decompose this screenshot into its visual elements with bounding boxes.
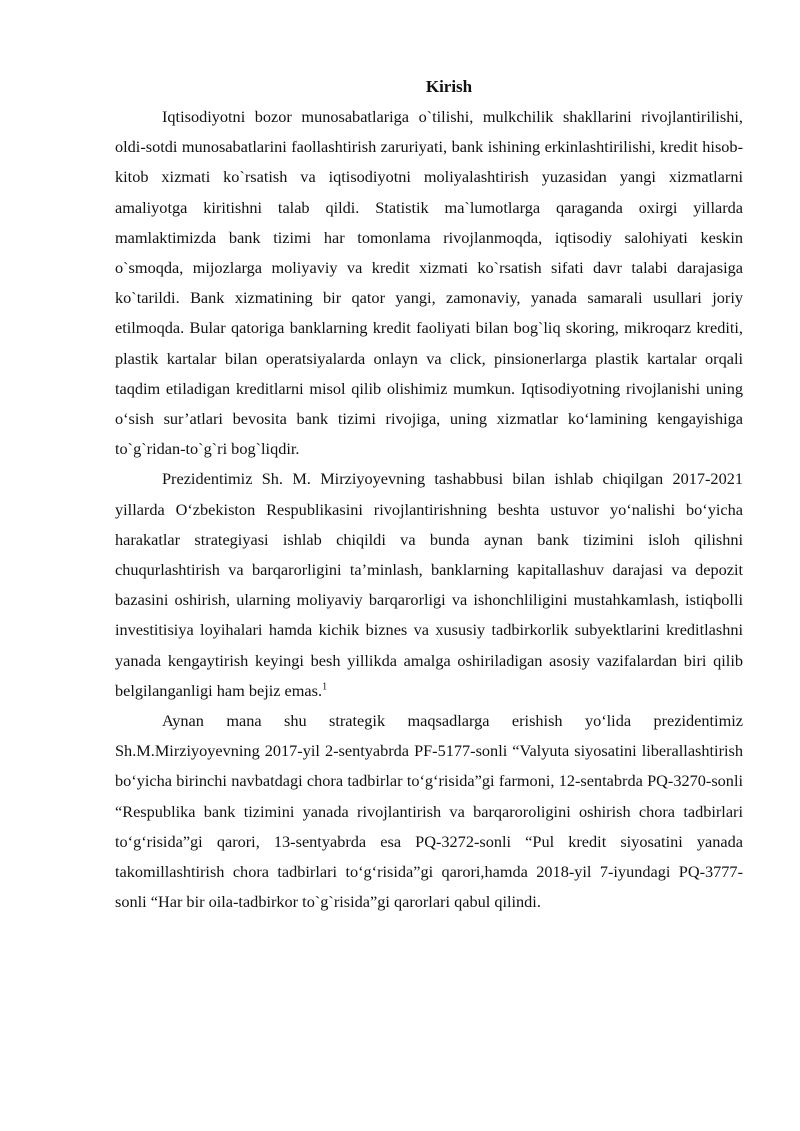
paragraph-intro (115, 102, 743, 464)
paragraph-decrees (115, 706, 743, 917)
paragraph-strategy (115, 464, 743, 706)
page-title: Kirish (425, 77, 473, 96)
paragraph-intro-text: Iqtisodiyotni bozor munosabatlariga o`tilishi, mulkchilik shakllarini rivojlantirilishi, oldi-sotdi munosabatlarini faollashtirish zaruriyati, bank ishining erkinlashtirilishi, kredit hisob-kitob xizmati ko`rsatish va iqtisodiyotni moliyalashtirish yuzasidan yangi xizmatlarni amaliyotga kiritishni talab qildi. Statistik ma`lumotlarga qaraganda oxirgi yillarda mamlaktimizda bank tizimi har tomonlama rivojlanmoqda, iqtisodiy salohiyati keskin o`smoqda, mijozlarga moliyaviy va kredit xizmati ko`rsatish sifati davr talabi darajasiga ko`tarildi. Bank xizmatining bir qator yangi, zamonaviy, yanada samarali usullari joriy etilmoqda. Bular qatoriga banklarning kredit faoliyati bilan bog`liq skoring, mikroqarz krediti, plastik kartalar bilan operatsiyalarda onlayn va click, pinsionerlarga plastik kartalar orqali taqdim etiladigan kreditlarni misol qilib olishimiz mumkun. Iqtisodiyotning rivojlanishi uning o‘sish sur’atlari bevosita bank tizimi rivojiga, uning xizmatlar ko‘lamining kengayishiga to`g`ridan-to`g`ri bog`liqdir. (115, 107, 743, 459)
paragraph-strategy-text: Prezidentimiz Sh. M. Mirziyoyevning tashabbusi bilan ishlab chiqilgan 2017-2021 yillarda O‘zbekiston Respublikasini rivojlantirishning beshta ustuvor yo‘nalishi bo‘yicha harakatlar strategiyasi ishlab chiqildi va bunda aynan bank tizimini isloh qilishni chuqurlashtirish va barqarorligini ta’minlash, banklarning kapitallashuv darajasi va depozit bazasini oshirish, ularning moliyaviy barqarorligi va ishonchliligini mustahkamlash, istiqbolli investitisiya loyihalari hamda kichik biznes va xususiy tadbirkorlik subyektlarini kreditlashni yanada kengaytirish keyingi besh yillikda amalga oshiriladigan asosiy vazifalardan biri qilib belgilanganligi ham bejiz emas. (115, 469, 743, 700)
footnote-marker[interactable]: 1 (322, 681, 328, 693)
paragraph-decrees-text: Aynan mana shu strategik maqsadlarga erishish yo‘lida prezidentimiz Sh.M.Mirziyoyevning 2017-yil 2-sentyabrda PF-5177-sonli “Valyuta siyosatini liberallashtirish bo‘yicha birinchi navbatdagi chora tadbirlar to‘g‘risida”gi farmoni, 12-sentabrda PQ-3270-sonli “Respublika bank tizimini yanada rivojlantirish va barqaroroligini oshirish chora tadbirlari to‘g‘risida”gi qarori, 13-sentyabrda esa PQ-3272-sonli “Pul kredit siyosatini yanada takomillashtirish chora tadbirlari to‘g‘risida”gi qarori,hamda 2018-yil 7-iyundagi PQ-3777-sonli “Har bir oila-tadbirkor to`g`risida”gi qarorlari qabul qilindi. (115, 711, 743, 912)
document-page (115, 72, 743, 917)
